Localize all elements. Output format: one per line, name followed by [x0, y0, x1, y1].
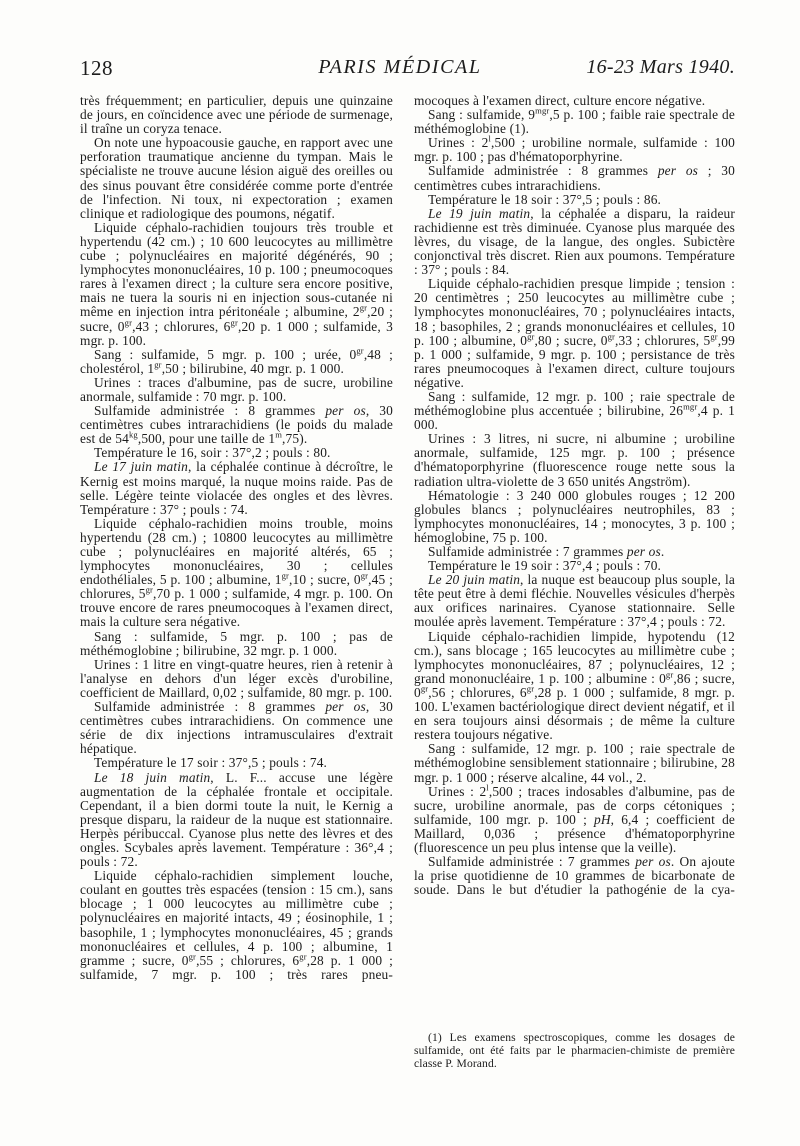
superscript-unit: l	[488, 133, 491, 144]
italic-text: per os	[657, 163, 699, 179]
italic-text: per os	[325, 403, 366, 419]
superscript-unit: mgr	[683, 401, 698, 412]
italic-text: Le 19 juin matin	[428, 205, 531, 221]
text-run: ,55 ; chlorures, 6	[196, 952, 300, 968]
text-run: Sang : sulfamide, 5 mgr. p. 100 ; pas de méthémoglobine ; bilirubine, 32 mgr. p. 1 000.	[80, 628, 393, 658]
italic-text: per os	[626, 544, 661, 559]
text-run: ,10 ; sucre, 0	[289, 572, 361, 588]
text-run: Urines : 3 litres, ni sucre, ni albumine ; urobiline anormale, sulfamide, 125 mgr. p. 100 ; présence d'hématoporphyrine (fluorescence rouge nette sous la radiation ultra-violette de 3 650 unités Angström).	[414, 431, 735, 489]
paragraph	[80, 658, 393, 700]
paragraph	[414, 545, 735, 559]
text-run: ,28 p. 1 000 ; sulfamide, 7 mgr. p. 100 ; très rares pneu-	[80, 952, 393, 982]
paragraph	[80, 94, 393, 136]
journal-title: PARIS MÉDICAL	[318, 56, 482, 78]
text-run: Sulfamide administrée : 8 grammes	[428, 163, 658, 179]
paragraph	[414, 573, 735, 629]
superscript-unit: gr	[710, 331, 718, 342]
text-run: ,86 ; sucre, 0	[414, 670, 735, 700]
text-run: Liquide céphalo-rachidien presque limpide ; tension : 20 centimètres ; 250 leucocytes au millimètre cube ; lymphocytes mononucléaires, 70 ; polynucléaires intacts, 18 ; basophiles, 2 ; grands mononucléaires et cellules, 10 p. 100 ; albumine, 0	[414, 276, 735, 348]
text-run: Liquide céphalo-rachidien moins trouble, moins hypertendu (28 cm.) ; 10800 leucocytes au millimètre cube ; polynucléaires en majorité altérés, 65 ; lymphocytes mononucléaires, 30 ; cellules endothéliales, 5 p. 100 ; albumine, 1	[80, 515, 393, 588]
text-run: Urines : 2	[428, 135, 489, 151]
text-run: On note une hypoacousie gauche, en rapport avec une perforation traumatique ancienne du tympan. Mais le spécialiste ne trouve aucune lésion aiguë des oreilles ou des sinus pouvant être considérée comme porte d'entrée de l'infection. Ni toux, ni expectoration ; examen clinique et radiologique des poumons, négatif.	[80, 135, 393, 221]
superscript-unit: gr	[420, 683, 429, 694]
text-run: ,500 ; traces indosables d'albumine, pas de sucre, urobiline anormale, pas de corps cétoniques ; sulfamide, 100 mgr. p. 100 ;	[414, 783, 735, 827]
text-run: très fréquemment; en particulier, depuis une quinzaine de jours, en coïncidence avec une période de surmenage, il traîne un coryza tenace.	[80, 93, 393, 137]
paragraph	[414, 207, 735, 277]
text-run: ,5 p. 100 ; faible raie spectrale de méthémoglobine (1).	[414, 107, 735, 137]
paragraph	[414, 559, 735, 573]
paragraph	[80, 756, 393, 770]
superscript-unit: m	[275, 429, 283, 440]
text-run: ,20 p. 1 000 ; sulfamide, 3 mgr. p. 100.	[80, 318, 393, 348]
text-run: Sang : sulfamide, 12 mgr. p. 100 ; raie spectrale de méthémoglobine plus accentuée ; bilirubine, 26	[414, 388, 735, 419]
text-run: ,75).	[282, 431, 308, 447]
text-run: Température le 19 soir : 37°,4 ; pouls : 70.	[428, 558, 662, 574]
text-run: , 30 centimètres cubes intrarachidiens. On commence une série de dix injections intramusculaires d'extrait hépatique.	[80, 699, 393, 757]
text-run: mocoques à l'examen direct, culture encore négative.	[414, 93, 706, 108]
paragraph	[80, 771, 393, 870]
paragraph	[414, 742, 735, 784]
text-run: ,56 ; chlorures, 6	[428, 684, 527, 700]
paragraph	[414, 164, 735, 192]
text-run: ,80 ; sucre, 0	[534, 332, 608, 348]
text-run: Liquide céphalo-rachidien limpide, hypotendu (12 cm.), sans blocage ; 165 leucocytes au millimètre cube ; lymphocytes mononucléaires, 87 ; polynucléaires, 12 ; grand mononucléaire, 1 p. 100 ; albumine : 0	[414, 628, 735, 686]
superscript-unit: gr	[230, 317, 238, 328]
text-run: , la céphalée continue à décroître, le Kernig est moins marqué, la nuque moins raide. Pas de selle. Légère teinte violacée des ongles et des lèvres. Température : 37° ; pouls : 74.	[80, 459, 393, 517]
paragraph	[414, 855, 735, 897]
paragraph	[80, 376, 393, 404]
superscript-unit: gr	[665, 669, 674, 680]
text-run: ,99 p. 1 000 ; sulfamide, 9 mgr. p. 100 ; persistance de très rares pneumocoques à l'examen direct, culture toujours négative.	[414, 332, 735, 390]
issue-date: 16-23 Mars 1940.	[586, 56, 735, 78]
paragraph	[414, 105, 735, 137]
text-run: .	[660, 544, 665, 559]
paragraph	[414, 133, 735, 165]
superscript-unit: gr	[356, 345, 364, 356]
page-number: 128	[80, 56, 113, 80]
text-run: Sulfamide administrée : 8 grammes	[94, 699, 326, 715]
italic-text: per os	[325, 699, 366, 715]
superscript-unit: gr	[527, 331, 535, 342]
text-run: ,4 p. 1 000.	[414, 403, 736, 433]
right-column	[414, 94, 735, 1071]
text-run: Sang : sulfamide, 9	[428, 107, 536, 123]
paragraph	[80, 700, 393, 756]
superscript-unit: gr	[124, 317, 133, 328]
text-run: ,43 ; chlorures, 6	[132, 318, 231, 334]
text-run: , 30 centimètres cubes intrarachidiens (le poids du malade est de 54	[80, 403, 393, 447]
text-run: ,33 ; chlorures, 5	[615, 332, 711, 348]
text-run: ,500 ; urobiline normale, sulfamide : 100 mgr. p. 100 ; pas d'hématoporphyrine.	[414, 135, 735, 165]
italic-text: Le 20 juin matin	[428, 572, 521, 588]
left-column	[80, 94, 393, 982]
left-column-text	[80, 94, 393, 982]
text-run: Température le 16, soir : 37°,2 ; pouls : 80.	[94, 445, 331, 461]
paragraph	[80, 136, 393, 221]
text-run: Urines : traces d'albumine, pas de sucre, urobiline anormale, sulfamide : 70 mgr. p. 100.	[80, 374, 393, 404]
italic-text: per os	[635, 854, 671, 870]
paragraph	[80, 446, 393, 460]
footnote: (1) Les examens spectroscopiques, comme les dosages de sulfamide, ont été faits par le pharmacien-chimiste de première classe P. Morand.	[414, 1031, 735, 1071]
text-run: , L. F... accuse une légère augmentation de la céphalée frontale et occipitale. Cependant, il a bien dormi toute la nuit, le Kernig a presque disparu, la raideur de la nuque est stationnaire. Herpès péribuccal. Cyanose plus nette des lèvres et des ongles. Scybales après lavement. Température : 36°,4 ; pouls : 72.	[80, 769, 393, 870]
superscript-unit: gr	[281, 570, 290, 581]
superscript-unit: mgr	[535, 105, 550, 116]
text-run: Liquide céphalo-rachidien toujours très trouble et hypertendu (42 cm.) ; 10 600 leucocytes au millimètre cube ; polynucléaires en majorité dégénérés, 90 ; lymphocytes mononucléaires, 10 p. 100 ; pneumocoques rares à l'examen direct ; la culture sera encore positive, mais ne tuera la souris ni en injection sous-cutanée ni même en injection intra péritonéale ; albumine, 2	[80, 219, 393, 320]
text-run: Sulfamide administrée : 7 grammes	[428, 854, 636, 870]
text-run: Sang : sulfamide, 12 mgr. p. 100 ; raie spectrale de méthémoglobine sensiblement stationnaire ; bilirubine, 28 mgr. p. 1 000 ; réserve alcaline, 44 vol., 2.	[414, 741, 735, 785]
text-run: Température le 17 soir : 37°,5 ; pouls : 74.	[94, 755, 328, 771]
text-run: Température le 18 soir : 37°,5 ; pouls : 86.	[428, 191, 662, 207]
text-run: , la céphalée a disparu, la raideur rachidienne est très diminuée. Cyanose plus marquée des lèvres, du visage, de la langue, des ongles. Subictère conjonctival très discret. Rien aux poumons. Température : 37° ; pouls : 84.	[414, 205, 735, 278]
paragraph	[80, 630, 393, 658]
superscript-unit: gr	[607, 331, 616, 342]
superscript-unit: gr	[299, 951, 307, 962]
text-run: ,48 ; cholestérol, 1	[80, 346, 393, 376]
paragraph	[414, 193, 735, 207]
text-run: ,20 ; sucre, 0	[80, 304, 393, 334]
superscript-unit: gr	[188, 951, 197, 962]
text-run: ,500, pour une taille de 1	[137, 431, 276, 447]
text-run: ,50 ; bilirubine, 40 mgr. p. 1 000.	[161, 360, 344, 376]
paragraph	[80, 460, 393, 516]
paragraph	[414, 432, 735, 488]
text-run: Hématologie : 3 240 000 globules rouges ; 12 200 globules blancs ; polynucléaires neutrophiles, 83 ; lymphocytes mononucléaires, 14 ; monocytes, 3 p. 100 ; hémoglobine, 75 p. 100.	[414, 487, 735, 545]
paragraph	[414, 630, 735, 743]
superscript-unit: kg	[128, 429, 138, 440]
superscript-unit: gr	[145, 584, 154, 595]
text-run: ,70 p. 1 000 ; sulfamide, 4 mgr. p. 100. On trouve encore de rares pneumocoques à l'examen direct, mais la culture sera négative.	[80, 586, 394, 630]
superscript-unit: l	[486, 782, 489, 793]
text-run: ,28 p. 1 000 ; sulfamide, 8 mgr. p. 100. L'examen bactériologique direct devient négatif, et il en sera toujours ainsi désormais ; de même la culture restera toujours négative.	[414, 684, 735, 743]
text-run: Urines : 1 litre en vingt-quatre heures, rien à retenir à l'analyse en dehors d'un léger excès d'urobiline, coefficient de Maillard, 0,02 ; sulfamide, 80 mgr. p. 100.	[80, 656, 393, 700]
superscript-unit: gr	[360, 570, 369, 581]
italic-text: pH	[594, 811, 611, 827]
paragraph	[414, 782, 736, 855]
text-run: , 6,4 ; coefficient de Maillard, 0,036 ; présence d'hématoporphyrine (fluorescence un peu plus intense que la veille).	[414, 811, 736, 855]
paragraph	[414, 489, 735, 545]
paragraph	[414, 390, 735, 432]
superscript-unit: gr	[154, 359, 162, 370]
text-run: ; 30 centimètres cubes intrarachidiens.	[414, 163, 735, 193]
italic-text: Le 18 juin matin	[94, 769, 211, 785]
superscript-unit: gr	[359, 302, 368, 313]
page-header	[0, 56, 800, 86]
text-run: Sulfamide administrée : 7 grammes	[428, 544, 627, 559]
paragraph	[80, 517, 393, 630]
right-column-text	[414, 94, 735, 999]
italic-text: Le 17 juin matin	[94, 459, 188, 475]
paragraph	[414, 277, 735, 390]
paragraph	[80, 345, 393, 376]
text-run: Sang : sulfamide, 5 mgr. p. 100 ; urée, 0	[94, 346, 357, 362]
paragraph	[414, 94, 735, 108]
paragraph	[80, 869, 393, 982]
paragraph	[80, 404, 393, 446]
text-run: Liquide céphalo-rachidien simplement louche, coulant en gouttes très espacées (tension : 15 cm.), sans blocage ; 1 000 leucocytes au millimètre cube ; polynucléaires en majorité intacts, 49 ; éosinophile, 1 ; basophile, 1 ; lymphocytes mononucléaires, 45 ; grands mononucléaires et cellules, 4 p. 100 ; albumine, 1 gramme ; sucre, 0	[80, 868, 393, 968]
text-run: Sulfamide administrée : 8 grammes	[94, 403, 326, 419]
text-run: ,45 ; chlorures, 5	[80, 572, 393, 602]
paragraph	[80, 221, 393, 348]
text-run: , la nuque est beaucoup plus souple, la tête peut être à demi fléchie. Nouvelles vésicules d'herpès aux orifices narinaires. Cyanose stationnaire. Selle moulée après lavement. Température : 37°,4 ; pouls : 72.	[414, 572, 735, 630]
superscript-unit: gr	[526, 683, 535, 694]
text-run: Urines : 2	[428, 783, 487, 799]
text-run: . On ajoute la prise quotidienne de 10 grammes de bicarbonate de soude. Dans le but d'étudier la pathogénie de la cya-	[414, 854, 735, 898]
